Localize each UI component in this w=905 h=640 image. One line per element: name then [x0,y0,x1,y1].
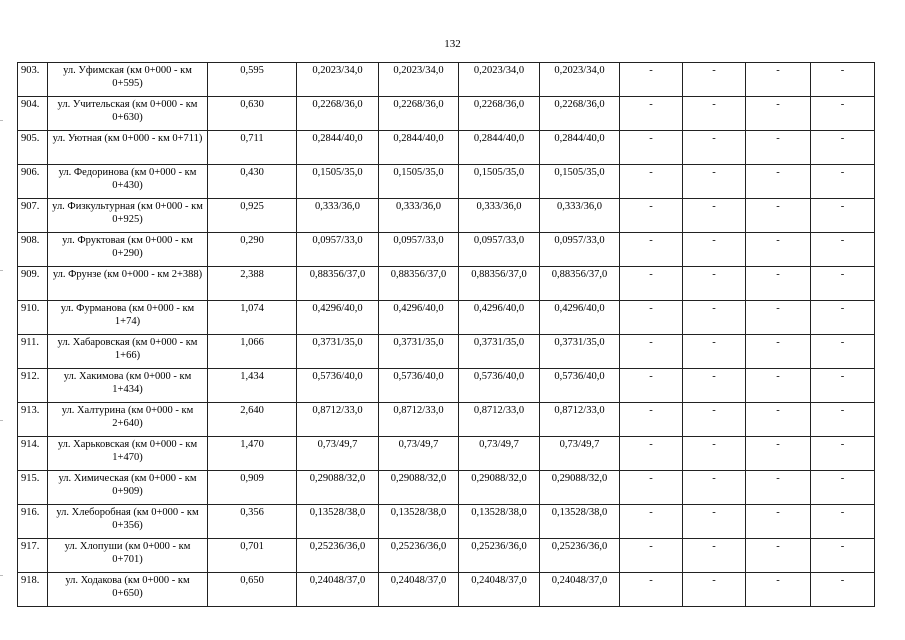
value-cell: 0,25236/36,0 [459,539,540,573]
street-name-cell: ул. Химическая (км 0+000 - км 0+909) [48,471,208,505]
value-cell: 0,2268/36,0 [459,97,540,131]
table-row [18,539,875,573]
value-cell: 0,2023/34,0 [297,63,379,97]
table-row [18,199,875,233]
dash-cell: - [811,131,875,165]
row-number-cell: 912. [18,369,48,403]
table-row [18,573,875,607]
street-name-cell: ул. Фруктовая (км 0+000 - км 0+290) [48,233,208,267]
street-name-cell: ул. Харьковская (км 0+000 - км 1+470) [48,437,208,471]
row-number-cell: 911. [18,335,48,369]
dash-cell: - [746,539,811,573]
dash-cell: - [620,97,683,131]
dash-cell: - [683,233,746,267]
dash-cell: - [683,437,746,471]
value-cell: 0,88356/37,0 [459,267,540,301]
dash-cell: - [620,301,683,335]
value-cell: 0,5736/40,0 [459,369,540,403]
length-cell: 0,290 [208,233,297,267]
value-cell: 0,24048/37,0 [379,573,459,607]
length-cell: 1,066 [208,335,297,369]
table-row [18,131,875,165]
dash-cell: - [683,539,746,573]
dash-cell: - [683,505,746,539]
value-cell: 0,0957/33,0 [459,233,540,267]
table-row [18,335,875,369]
row-number-cell: 908. [18,233,48,267]
dash-cell: - [811,471,875,505]
table-row [18,97,875,131]
street-name-cell: ул. Фурманова (км 0+000 - км 1+74) [48,301,208,335]
value-cell: 0,2023/34,0 [379,63,459,97]
table-row [18,369,875,403]
dash-cell: - [811,97,875,131]
length-cell: 0,711 [208,131,297,165]
value-cell: 0,73/49,7 [379,437,459,471]
length-cell: 0,650 [208,573,297,607]
value-cell: 0,2023/34,0 [540,63,620,97]
margin-mark [0,120,3,121]
dash-cell: - [683,573,746,607]
margin-mark [0,420,3,421]
value-cell: 0,3731/35,0 [297,335,379,369]
dash-cell: - [620,165,683,199]
table-row [18,403,875,437]
value-cell: 0,25236/36,0 [297,539,379,573]
value-cell: 0,0957/33,0 [379,233,459,267]
value-cell: 0,24048/37,0 [540,573,620,607]
value-cell: 0,1505/35,0 [540,165,620,199]
dash-cell: - [811,199,875,233]
dash-cell: - [620,233,683,267]
row-number-cell: 916. [18,505,48,539]
row-number-cell: 918. [18,573,48,607]
street-name-cell: ул. Учительская (км 0+000 - км 0+630) [48,97,208,131]
dash-cell: - [620,471,683,505]
dash-cell: - [746,471,811,505]
row-number-cell: 909. [18,267,48,301]
length-cell: 0,909 [208,471,297,505]
dash-cell: - [811,573,875,607]
dash-cell: - [620,539,683,573]
dash-cell: - [811,233,875,267]
length-cell: 0,701 [208,539,297,573]
dash-cell: - [811,369,875,403]
value-cell: 0,5736/40,0 [540,369,620,403]
row-number-cell: 915. [18,471,48,505]
table-row [18,471,875,505]
value-cell: 0,3731/35,0 [459,335,540,369]
dash-cell: - [811,437,875,471]
dash-cell: - [620,335,683,369]
dash-cell: - [746,97,811,131]
dash-cell: - [683,165,746,199]
value-cell: 0,13528/38,0 [297,505,379,539]
dash-cell: - [746,437,811,471]
value-cell: 0,0957/33,0 [540,233,620,267]
value-cell: 0,8712/33,0 [379,403,459,437]
margin-mark [0,270,3,271]
dash-cell: - [746,165,811,199]
value-cell: 0,2023/34,0 [459,63,540,97]
row-number-cell: 906. [18,165,48,199]
value-cell: 0,88356/37,0 [297,267,379,301]
value-cell: 0,1505/35,0 [297,165,379,199]
table-row [18,165,875,199]
dash-cell: - [746,233,811,267]
dash-cell: - [683,97,746,131]
dash-cell: - [746,63,811,97]
row-number-cell: 917. [18,539,48,573]
dash-cell: - [746,505,811,539]
page-number: 132 [444,38,461,50]
dash-cell: - [620,199,683,233]
value-cell: 0,333/36,0 [540,199,620,233]
value-cell: 0,13528/38,0 [459,505,540,539]
value-cell: 0,2844/40,0 [379,131,459,165]
dash-cell: - [683,267,746,301]
value-cell: 0,2268/36,0 [540,97,620,131]
length-cell: 1,434 [208,369,297,403]
value-cell: 0,8712/33,0 [297,403,379,437]
length-cell: 0,630 [208,97,297,131]
value-cell: 0,73/49,7 [459,437,540,471]
dash-cell: - [683,131,746,165]
dash-cell: - [746,131,811,165]
value-cell: 0,13528/38,0 [540,505,620,539]
street-name-cell: ул. Хакимова (км 0+000 - км 1+434) [48,369,208,403]
row-number-cell: 910. [18,301,48,335]
dash-cell: - [746,199,811,233]
value-cell: 0,88356/37,0 [379,267,459,301]
value-cell: 0,29088/32,0 [379,471,459,505]
row-number-cell: 903. [18,63,48,97]
value-cell: 0,1505/35,0 [379,165,459,199]
street-name-cell: ул. Ходакова (км 0+000 - км 0+650) [48,573,208,607]
value-cell: 0,4296/40,0 [379,301,459,335]
row-number-cell: 905. [18,131,48,165]
length-cell: 0,595 [208,63,297,97]
value-cell: 0,3731/35,0 [379,335,459,369]
street-name-cell: ул. Физкультурная (км 0+000 - км 0+925) [48,199,208,233]
row-number-cell: 913. [18,403,48,437]
dash-cell: - [620,505,683,539]
value-cell: 0,24048/37,0 [297,573,379,607]
dash-cell: - [811,301,875,335]
dash-cell: - [811,539,875,573]
table-row [18,63,875,97]
dash-cell: - [746,301,811,335]
row-number-cell: 914. [18,437,48,471]
table-row [18,505,875,539]
dash-cell: - [683,301,746,335]
table-row [18,437,875,471]
dash-cell: - [620,369,683,403]
dash-cell: - [620,403,683,437]
margin-mark [0,575,3,576]
value-cell: 0,29088/32,0 [297,471,379,505]
dash-cell: - [746,335,811,369]
length-cell: 1,470 [208,437,297,471]
street-name-cell: ул. Хабаровская (км 0+000 - км 1+66) [48,335,208,369]
value-cell: 0,5736/40,0 [297,369,379,403]
dash-cell: - [811,63,875,97]
dash-cell: - [811,165,875,199]
value-cell: 0,4296/40,0 [540,301,620,335]
value-cell: 0,2268/36,0 [379,97,459,131]
dash-cell: - [620,267,683,301]
dash-cell: - [620,63,683,97]
value-cell: 0,0957/33,0 [297,233,379,267]
street-name-cell: ул. Фрунзе (км 0+000 - км 2+388) [48,267,208,301]
value-cell: 0,4296/40,0 [459,301,540,335]
table-row [18,301,875,335]
street-name-cell: ул. Уфимская (км 0+000 - км 0+595) [48,63,208,97]
value-cell: 0,88356/37,0 [540,267,620,301]
dash-cell: - [683,199,746,233]
dash-cell: - [746,369,811,403]
length-cell: 2,640 [208,403,297,437]
value-cell: 0,2268/36,0 [297,97,379,131]
value-cell: 0,73/49,7 [297,437,379,471]
value-cell: 0,8712/33,0 [540,403,620,437]
row-number-cell: 907. [18,199,48,233]
value-cell: 0,333/36,0 [379,199,459,233]
value-cell: 0,1505/35,0 [459,165,540,199]
value-cell: 0,24048/37,0 [459,573,540,607]
value-cell: 0,73/49,7 [540,437,620,471]
dash-cell: - [746,573,811,607]
street-name-cell: ул. Хлеборобная (км 0+000 - км 0+356) [48,505,208,539]
dash-cell: - [746,267,811,301]
dash-cell: - [746,403,811,437]
dash-cell: - [811,505,875,539]
value-cell: 0,25236/36,0 [379,539,459,573]
dash-cell: - [811,335,875,369]
value-cell: 0,333/36,0 [297,199,379,233]
value-cell: 0,25236/36,0 [540,539,620,573]
value-cell: 0,5736/40,0 [379,369,459,403]
dash-cell: - [683,369,746,403]
road-table [17,62,875,607]
table-body [18,63,875,607]
dash-cell: - [683,335,746,369]
dash-cell: - [683,471,746,505]
dash-cell: - [683,63,746,97]
length-cell: 2,388 [208,267,297,301]
value-cell: 0,4296/40,0 [297,301,379,335]
street-name-cell: ул. Уютная (км 0+000 - км 0+711) [48,131,208,165]
value-cell: 0,2844/40,0 [297,131,379,165]
value-cell: 0,13528/38,0 [379,505,459,539]
dash-cell: - [811,267,875,301]
dash-cell: - [620,437,683,471]
value-cell: 0,2844/40,0 [459,131,540,165]
dash-cell: - [811,403,875,437]
length-cell: 0,430 [208,165,297,199]
length-cell: 0,925 [208,199,297,233]
row-number-cell: 904. [18,97,48,131]
table-row [18,233,875,267]
street-name-cell: ул. Хлопуши (км 0+000 - км 0+701) [48,539,208,573]
dash-cell: - [620,573,683,607]
value-cell: 0,29088/32,0 [459,471,540,505]
street-name-cell: ул. Халтурина (км 0+000 - км 2+640) [48,403,208,437]
value-cell: 0,333/36,0 [459,199,540,233]
table-row [18,267,875,301]
value-cell: 0,2844/40,0 [540,131,620,165]
street-name-cell: ул. Федоринова (км 0+000 - км 0+430) [48,165,208,199]
value-cell: 0,29088/32,0 [540,471,620,505]
value-cell: 0,8712/33,0 [459,403,540,437]
dash-cell: - [683,403,746,437]
length-cell: 1,074 [208,301,297,335]
dash-cell: - [620,131,683,165]
length-cell: 0,356 [208,505,297,539]
value-cell: 0,3731/35,0 [540,335,620,369]
